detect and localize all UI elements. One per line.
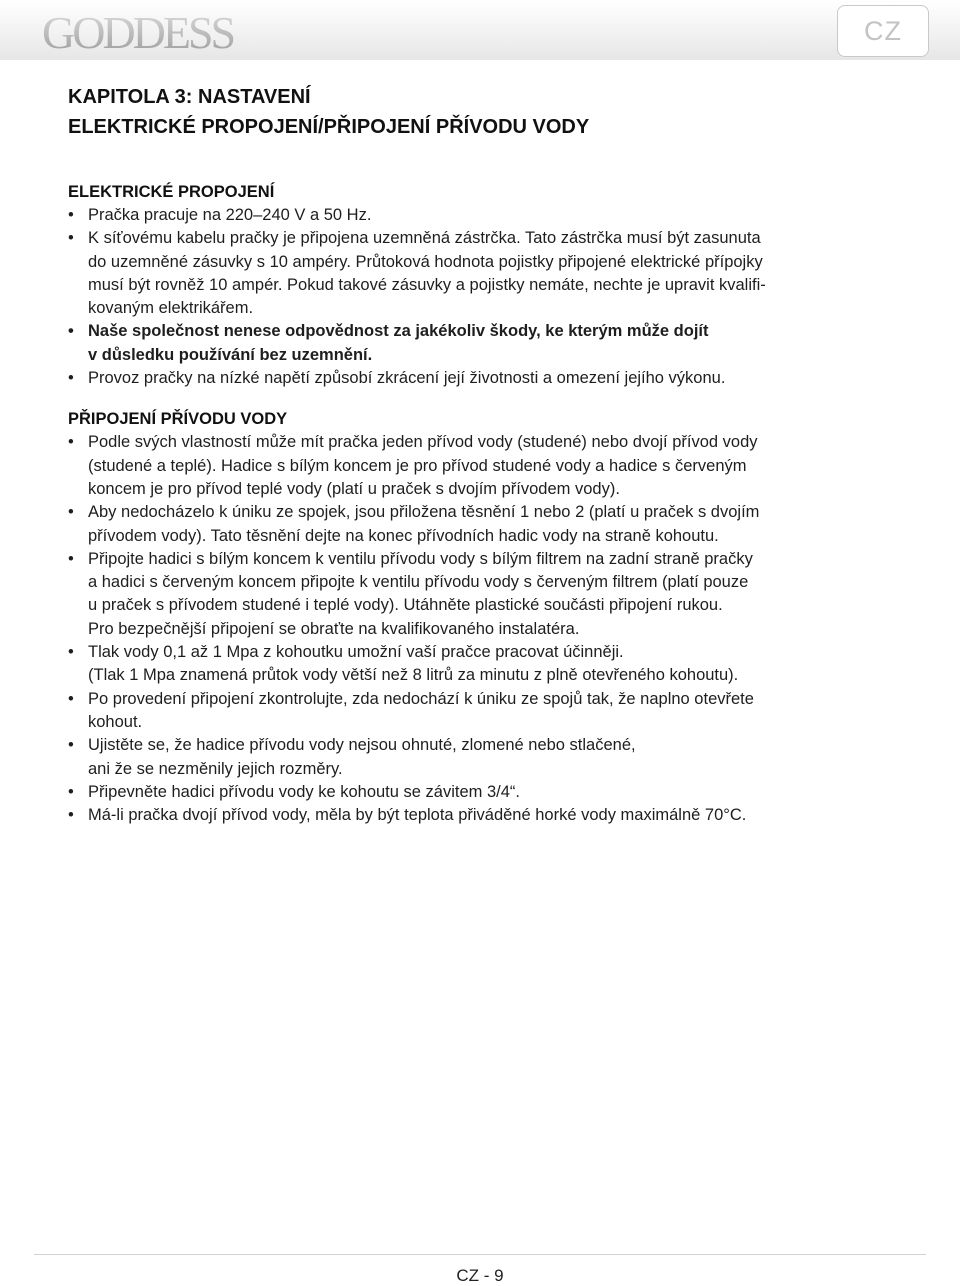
list-item-line: v důsledku používání bez uzemnění. [88,345,373,364]
list-item-line: u praček s přívodem studené i teplé vody). Utáhněte plastické součásti připojení rukou. [88,596,723,615]
bullet-dot: • [68,689,74,708]
list-item-line: K síťovému kabelu pračky je připojena uzemněná zástrčka. Tato zástrčka musí být zasunuta [88,229,761,248]
list-item-line: koncem je pro přívod teplé vody (platí u praček s dvojím přívodem vody). [88,479,620,498]
section-heading: ELEKTRICKÉ PROPOJENÍ [68,183,275,201]
list-item-line: ani že se nezměnily jejich rozměry. [88,759,343,778]
section-water-connection [68,408,888,827]
list-item-line: Pro bezpečnější připojení se obraťte na kvalifikovaného instalatéra. [88,619,580,638]
bullet-list [68,204,888,390]
bullet-dot: • [68,229,74,248]
chapter-title [68,82,888,142]
page-number: CZ - 9 [456,1266,504,1285]
bullet-dot: • [68,322,74,341]
list-item-line: Aby nedocházelo k úniku ze spojek, jsou přiložena těsnění 1 nebo 2 (platí u praček s dvojím [88,503,760,522]
list-item [68,781,888,804]
list-item-line: Má-li pračka dvojí přívod vody, měla by být teplota přiváděné horké vody maximálně 70°C. [88,806,747,825]
list-item-line: (studené a teplé). Hadice s bílým koncem je pro přívod studené vody a hadice s červeným [88,456,747,475]
list-item [68,548,888,641]
list-item-line: kovaným elektrikářem. [88,299,254,318]
list-item-line: Provoz pračky na nízké napětí způsobí zkrácení její životnosti a omezení jejího výkonu. [88,369,726,388]
bullet-dot: • [68,736,74,755]
bullet-dot: • [68,369,74,388]
list-item [68,734,888,781]
section-heading: PŘIPOJENÍ PŘÍVODU VODY [68,410,288,429]
chapter-title-line-1: KAPITOLA 3: NASTAVENÍ [68,86,311,108]
list-item-line: Podle svých vlastností může mít pračka jeden přívod vody (studené) nebo dvojí přívod vody [88,433,758,452]
list-item-line: musí být rovněž 10 ampér. Pokud takové zásuvky a pojistky nemáte, nechte je upravit kvalifi- [88,275,766,294]
bullet-dot: • [68,206,74,224]
list-item-line: (Tlak 1 Mpa znamená průtok vody větší než 8 litrů za minutu z plně otevřeného kohoutu). [88,666,739,685]
bullet-dot: • [68,549,74,568]
page-content [68,82,888,827]
list-item [68,367,888,390]
goddess-logo [40,2,280,58]
section-electrical-connection [68,181,888,390]
list-item [68,641,888,688]
bullet-list [68,431,888,827]
chapter-title-line-2: ELEKTRICKÉ PROPOJENÍ/PŘIPOJENÍ PŘÍVODU VODY [68,116,590,138]
bullet-dot: • [68,503,74,522]
list-item [68,227,888,320]
language-badge: CZ [837,5,929,57]
list-item [68,804,888,827]
bullet-dot: • [68,433,74,452]
svg-text:GODDESS: GODDESS [42,7,234,58]
list-item-line: Po provedení připojení zkontrolujte, zda nedochází k úniku ze spojů tak, že naplno otevřete [88,689,754,708]
list-item [68,204,888,227]
list-item-line: Ujistěte se, že hadice přívodu vody nejsou ohnuté, zlomené nebo stlačené, [88,736,636,755]
list-item-line: a hadici s červeným koncem připojte k ventilu přívodu vody s červeným filtrem (platí pouze [88,573,749,592]
list-item-line: Pračka pracuje na 220–240 V a 50 Hz. [88,206,372,224]
list-item-line: Připojte hadici s bílým koncem k ventilu přívodu vody s bílým filtrem na zadní straně pračky [88,549,753,568]
list-item-line: Připevněte hadici přívodu vody ke kohoutu se závitem 3/4“. [88,782,520,801]
list-item [68,688,888,735]
footer-divider [34,1254,926,1255]
list-item [68,501,888,548]
list-item [68,320,888,367]
bullet-dot: • [68,643,74,662]
list-item [68,431,888,501]
page-header [0,0,960,60]
list-item-line: do uzemněné zásuvky s 10 ampéry. Průtoková hodnota pojistky připojené elektrické přípojky [88,252,763,271]
list-item-line: Tlak vody 0,1 až 1 Mpa z kohoutku umožní vaší pračce pracovat účinněji. [88,643,624,662]
bullet-dot: • [68,782,74,801]
list-item-line: Naše společnost nenese odpovědnost za jakékoliv škody, ke kterým může dojít [88,322,709,341]
list-item-line: přívodem vody). Tato těsnění dejte na konec přívodních hadic vody na straně kohoutu. [88,526,719,545]
bullet-dot: • [68,806,74,825]
list-item-line: kohout. [88,712,143,731]
